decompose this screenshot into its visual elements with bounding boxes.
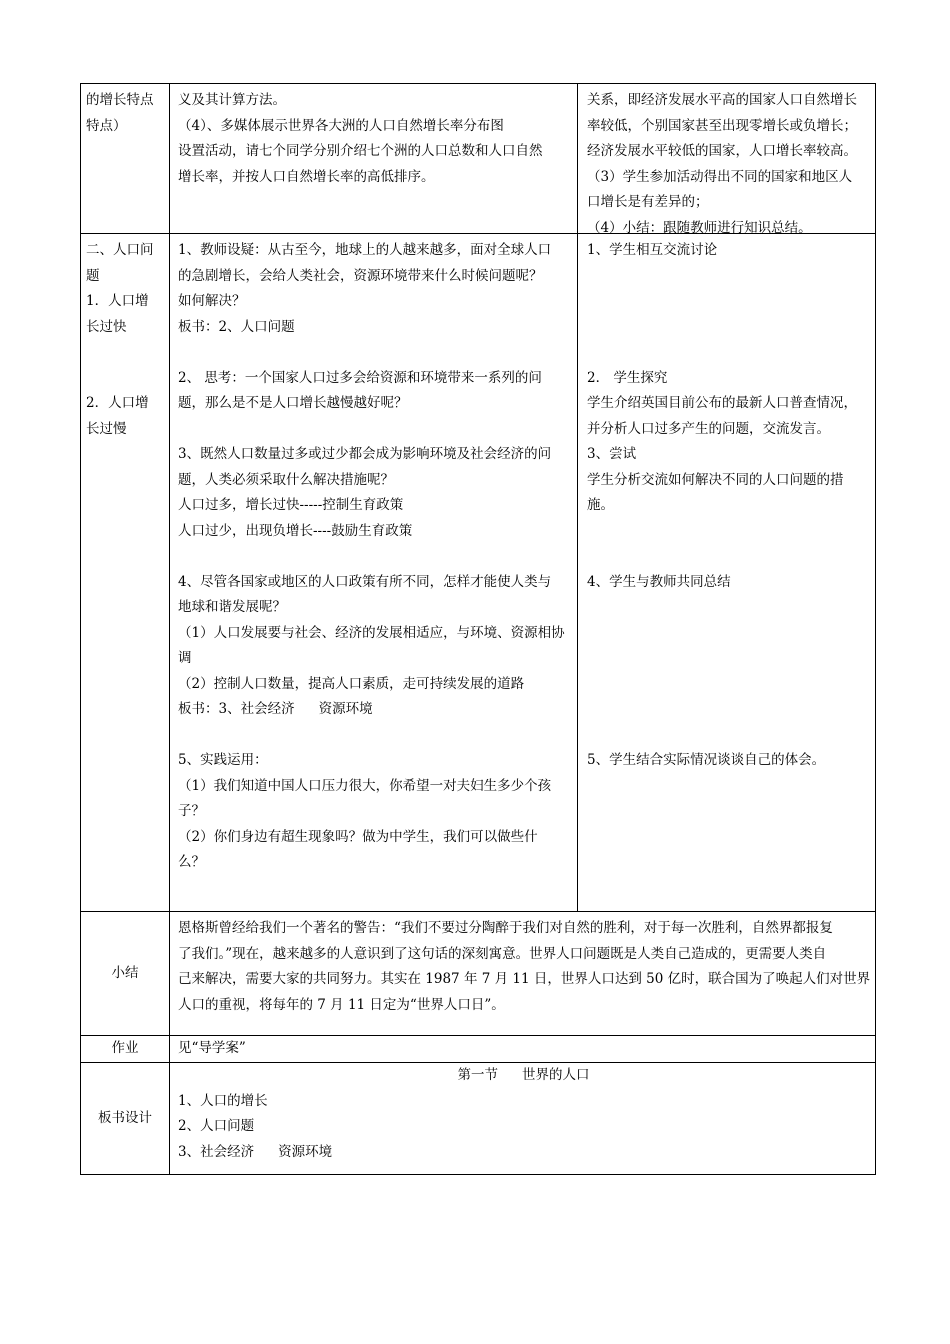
text-line: （1）我们知道中国人口压力很大，你希望一对夫妇生多少个孩 xyxy=(178,777,552,794)
text-line: 子？ xyxy=(178,803,205,819)
text-line: 的增长特点 xyxy=(86,92,154,108)
text-line: 5、学生结合实际情况谈谈自己的体会。 xyxy=(587,752,826,768)
board-label-cell xyxy=(81,1063,170,1174)
text-line: 如何解决？ xyxy=(178,293,246,309)
teacher-activity-cell xyxy=(170,84,578,233)
homework-row xyxy=(81,1035,875,1062)
teacher-activity-cell xyxy=(170,234,578,911)
text-line: 么？ xyxy=(178,854,205,870)
text-line: 二、人口问 xyxy=(86,242,154,258)
homework-text: 见“导学案” xyxy=(178,1040,246,1056)
summary-label: 小结 xyxy=(111,964,139,981)
board-content-cell xyxy=(170,1063,875,1174)
homework-label-cell xyxy=(81,1036,170,1062)
text-line: 己来解决，需要大家的共同努力。其实在 1987 年 7 月 11 日，世界人口达到 50 亿时，联合国为了唤起人们对世界 xyxy=(178,971,871,987)
text-line: （3）学生参加活动得出不同的国家和地区人 xyxy=(587,168,853,185)
text-line: 设置活动，请七个同学分别介绍七个洲的人口总数和人口自然 xyxy=(178,143,543,159)
section-cell xyxy=(81,234,170,911)
text-line: 题，那么是不是人口增长越慢越好呢？ xyxy=(178,395,408,411)
text-line: 题 xyxy=(86,267,100,284)
text-line: 4、学生与教师共同总结 xyxy=(587,573,731,590)
student-activity-cell xyxy=(578,84,875,236)
text-line: 1、学生相互交流讨论 xyxy=(587,242,718,258)
text-line: 人口过多，增长过快-----控制生育政策 xyxy=(178,497,404,513)
text-line: 1、教师设疑：从古至今，地球上的人越来越多，面对全球人口 xyxy=(178,242,552,258)
board-label: 板书设计 xyxy=(98,1109,152,1126)
text-line: 调 xyxy=(178,650,192,666)
homework-label: 作业 xyxy=(111,1040,139,1057)
text-line: 人口过少，出现负增长----鼓励生育政策 xyxy=(178,522,413,539)
text-line: 题，人类必须采取什么解决措施呢？ xyxy=(178,471,394,488)
text-line: 的急剧增长，会给人类社会，资源环境带来什么时候问题呢？ xyxy=(178,267,543,284)
text-line: 板书：2、人口问题 xyxy=(178,318,295,335)
text-line: 长过慢 xyxy=(86,420,127,437)
summary-label-cell xyxy=(81,912,170,1035)
board-design-row xyxy=(81,1062,875,1174)
text-line: 3、既然人口数量过多或过少都会成为影响环境及社会经济的问 xyxy=(178,446,552,462)
table-row xyxy=(81,84,875,236)
text-line: 关系，即经济发展水平高的国家人口自然增长 xyxy=(587,92,857,108)
text-line: 2、 思考：一个国家人口过多会给资源和环境带来一系列的问 xyxy=(178,369,542,386)
board-item: 1、人口的增长 xyxy=(178,1092,268,1109)
board-title-topic: 世界的人口 xyxy=(522,1067,590,1083)
board-item xyxy=(178,1140,869,1166)
text-line: 了我们。”现在，越来越多的人意识到了这句话的深刻寓意。世界人口问题既是人类自己造成的，更需要人类自 xyxy=(178,945,827,962)
board-note-tail: 资源环境 xyxy=(318,701,373,717)
text-line: 2． 学生探究 xyxy=(587,369,668,386)
text-line: 2．人口增 xyxy=(86,395,149,411)
homework-content-cell xyxy=(170,1036,875,1062)
text-line: 5、实践运用： xyxy=(178,752,268,768)
text-line: （2）你们身边有超生现象吗？做为中学生，我们可以做些什 xyxy=(178,828,538,845)
text-line: 并分析人口过多产生的问题，交流发言。 xyxy=(587,420,830,437)
text-line: 增长率，并按人口自然增长率的高低排序。 xyxy=(178,168,435,185)
board-title-section: 第一节 xyxy=(457,1067,498,1083)
board-item-text: 3、社会经济 xyxy=(178,1143,255,1160)
text-line: 率较低，个别国家甚至出现零增长或负增长； xyxy=(587,117,857,134)
text-line: 地球和谐发展呢？ xyxy=(178,599,286,615)
text-line: 1．人口增 xyxy=(86,293,149,309)
student-activity-cell xyxy=(578,234,875,911)
text-line: 学生介绍英国目前公布的最新人口普查情况， xyxy=(587,395,857,411)
board-title xyxy=(178,1063,869,1089)
section-cell xyxy=(81,84,170,233)
text-line: 经济发展水平较低的国家，人口增长率较高。 xyxy=(587,143,857,159)
summary-row xyxy=(81,911,875,1035)
board-item-tail: 资源环境 xyxy=(278,1143,333,1160)
text-line: 口增长是有差异的； xyxy=(587,194,709,210)
board-item: 2、人口问题 xyxy=(178,1118,255,1134)
text-line: （4）小结：跟随教师进行知识总结。 xyxy=(587,219,812,236)
text-line: 施。 xyxy=(587,497,614,513)
text-line: 人口的重视，将每年的 7 月 11 日定为“世界人口日”。 xyxy=(178,996,505,1013)
text-line: 4、尽管各国家或地区的人口政策有所不同，怎样才能使人类与 xyxy=(178,573,552,590)
text-line: （4）、多媒体展示世界各大洲的人口自然增长率分布图 xyxy=(178,117,504,134)
summary-content-cell xyxy=(170,912,876,1035)
text-line: 学生分析交流如何解决不同的人口问题的措 xyxy=(587,471,844,488)
text-line xyxy=(178,697,573,723)
lesson-plan-table xyxy=(80,83,876,1175)
text-line: 特点） xyxy=(86,117,127,134)
text-line: （1）人口发展要与社会、经济的发展相适应，与环境、资源相协 xyxy=(178,624,565,641)
text-line: 长过快 xyxy=(86,318,127,335)
text-line: 3、尝试 xyxy=(587,446,637,462)
text-line: 恩格斯曾经给我们一个著名的警告：“我们不要过分陶醉于我们对自然的胜利，对于每一次胜利，自然界都报复 xyxy=(178,920,833,936)
board-note: 板书：3、社会经济 xyxy=(178,701,295,717)
table-row xyxy=(81,233,875,911)
text-line: 义及其计算方法。 xyxy=(178,92,286,108)
text-line: （2）控制人口数量，提高人口素质，走可持续发展的道路 xyxy=(178,675,525,692)
